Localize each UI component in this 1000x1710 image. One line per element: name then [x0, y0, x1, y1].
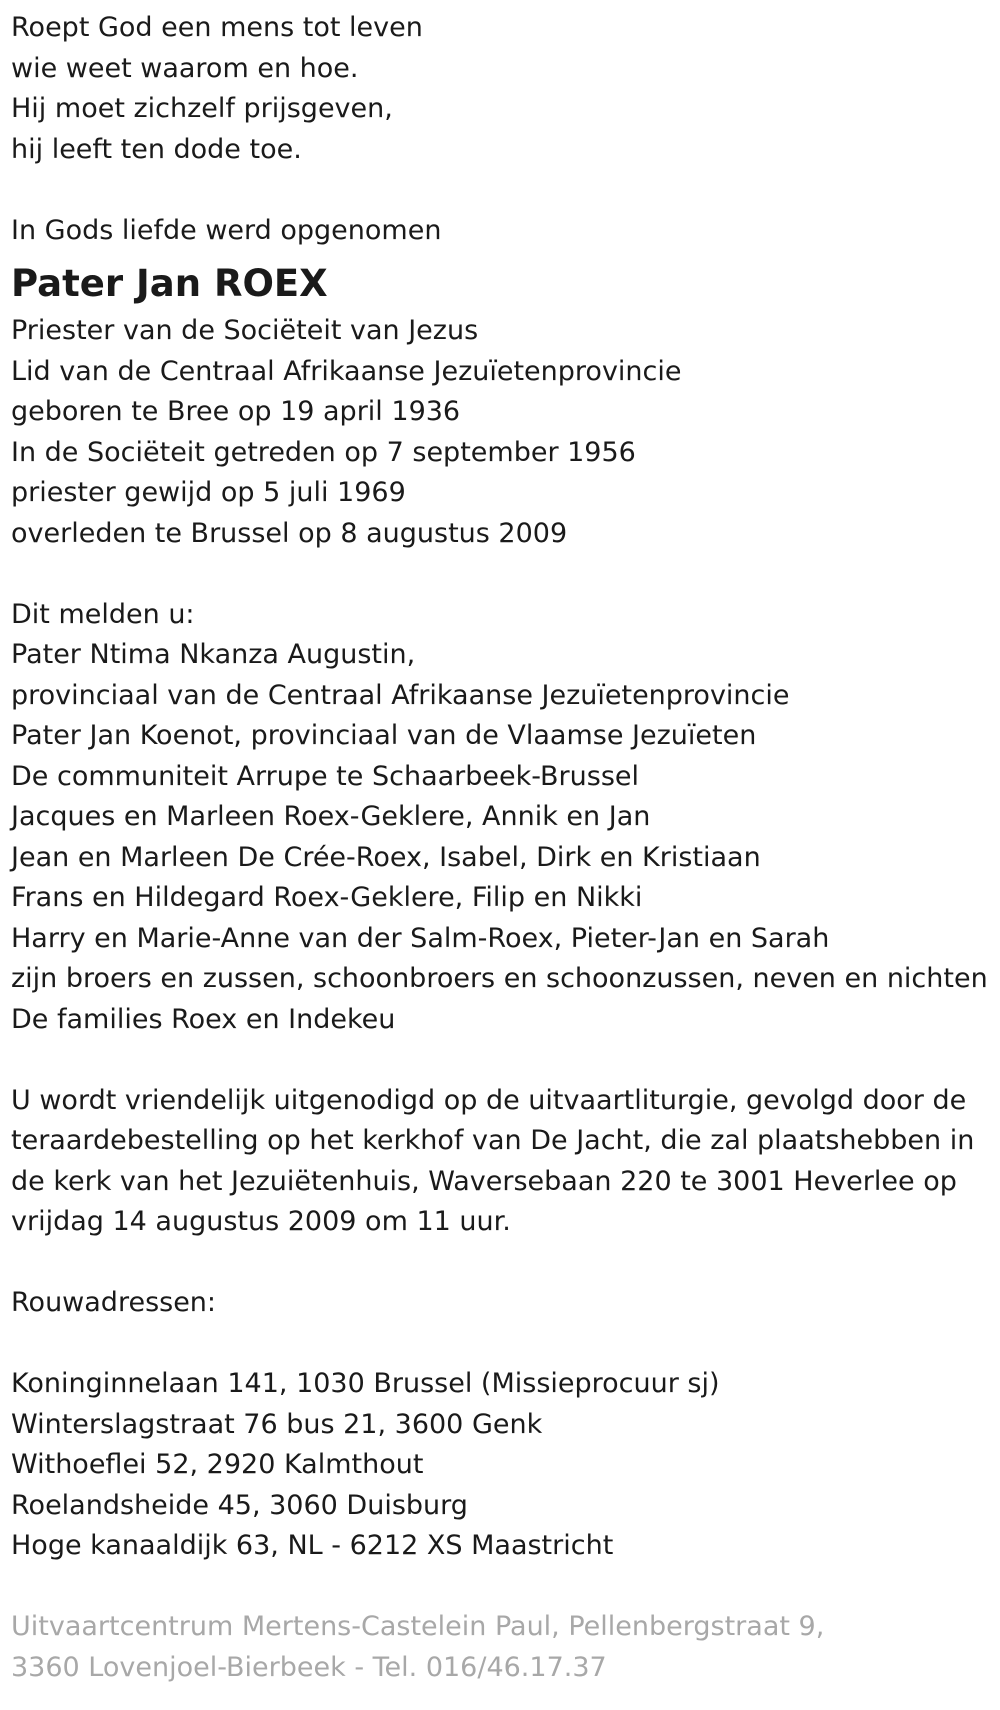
announcer-line: Pater Ntima Nkanza Augustin,: [11, 639, 416, 670]
poem-line: hij leeft ten dode toe.: [11, 133, 302, 165]
invitation-line: de kerk van het Jezuiëtenhuis, Waversebaan 220 te 3001 Heverlee op: [11, 1165, 957, 1197]
invitation-line: teraardebestelling op het kerkhof van De Jacht, die zal plaatshebben in: [11, 1125, 975, 1156]
spacer: [11, 554, 989, 595]
invitation-line: U wordt vriendelijk uitgenodigd op de uitvaartliturgie, gevolgd door de: [11, 1084, 967, 1116]
detail-line: overleden te Brussel op 8 augustus 2009: [11, 517, 568, 549]
announcer-line: zijn broers en zussen, schoonbroers en schoonzussen, neven en nichten: [11, 963, 988, 994]
detail-line: Priester van de Sociëteit van Jezus: [11, 315, 479, 346]
intro-text: In Gods liefde werd opgenomen: [11, 214, 442, 246]
detail-line: geboren te Bree op 19 april 1936: [11, 396, 461, 427]
announcers: [11, 595, 989, 1041]
announcer-line: De communiteit Arrupe te Schaarbeek-Brussel: [11, 760, 640, 792]
spacer: [11, 1567, 989, 1608]
announcer-line: Pater Jan Koenot, provinciaal van de Vlaamse Jezuïeten: [11, 720, 757, 751]
announcers-heading: Dit melden u:: [11, 598, 195, 630]
addresses: [11, 1364, 989, 1567]
announcer-line: Harry en Marie-Anne van der Salm-Roex, Pieter-Jan en Sarah: [11, 922, 830, 954]
detail-line: In de Sociëteit getreden op 7 september 1956: [11, 436, 636, 468]
poem-line: Hij moet zichzelf prijsgeven,: [11, 93, 393, 124]
address-line: Roelandsheide 45, 3060 Duisburg: [11, 1489, 468, 1521]
poem-line: wie weet waarom en hoe.: [11, 52, 359, 84]
spacer: [11, 170, 989, 211]
address-line: Withoeflei 52, 2920 Kalmthout: [11, 1449, 424, 1480]
spacer: [11, 1243, 989, 1284]
spacer: [11, 1040, 989, 1081]
announcer-line: De families Roex en Indekeu: [11, 1003, 396, 1035]
address-line: Hoge kanaaldijk 63, NL - 6212 XS Maastricht: [11, 1530, 614, 1561]
address-line: Koninginnelaan 141, 1030 Brussel (Missieprocuur sj): [11, 1368, 720, 1399]
invitation-line: vrijdag 14 augustus 2009 om 11 uur.: [11, 1206, 511, 1237]
announcer-line: Jacques en Marleen Roex-Geklere, Annik en Jan: [11, 801, 651, 832]
poem-line: Roept God een mens tot leven: [11, 12, 423, 43]
spacer: [11, 1324, 989, 1365]
announcer-line: provinciaal van de Centraal Afrikaanse Jezuïetenprovincie: [11, 679, 790, 711]
poem: [11, 8, 989, 170]
addresses-heading: Rouwadressen:: [11, 1287, 217, 1318]
footer-line: Uitvaartcentrum Mertens-Castelein Paul, Pellenbergstraat 9,: [11, 1611, 825, 1642]
announcer-line: Frans en Hildegard Roex-Geklere, Filip en Nikki: [11, 882, 643, 913]
funeral-home-footer: [11, 1607, 989, 1688]
detail-line: priester gewijd op 5 juli 1969: [11, 477, 406, 508]
deceased-name: Pater Jan ROEX: [11, 262, 328, 305]
details: [11, 311, 989, 554]
announcer-line: Jean en Marleen De Crée-Roex, Isabel, Dirk en Kristiaan: [11, 841, 761, 873]
invitation: [11, 1081, 989, 1243]
detail-line: Lid van de Centraal Afrikaanse Jezuïetenprovincie: [11, 355, 682, 387]
footer-line: 3360 Lovenjoel-Bierbeek - Tel. 016/46.17.37: [11, 1651, 607, 1683]
obituary-document: [11, 8, 989, 1688]
address-line: Winterslagstraat 76 bus 21, 3600 Genk: [11, 1408, 543, 1440]
